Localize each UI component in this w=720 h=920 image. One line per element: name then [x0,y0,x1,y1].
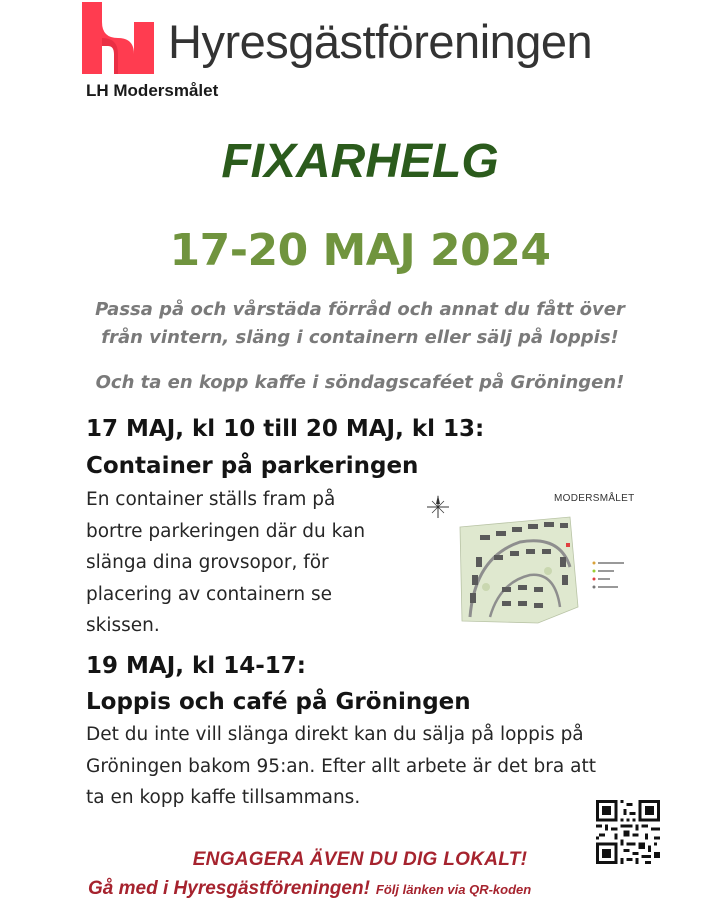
join-callout [88,878,531,900]
map-legend [593,562,625,589]
section2-heading: Loppis och café på Gröningen [86,689,471,715]
section1-body [86,484,365,642]
intro-paragraph [40,296,680,352]
container-placement-map [420,487,640,637]
site-plan [460,517,578,623]
body-line: Gröningen bakom 95:an. Efter allt arbete är det bra att [86,755,596,777]
body-line: bortre parkeringen där du kan [86,520,366,542]
section1-when: 17 MAJ, kl 10 till 20 MAJ, kl 13: [86,416,485,442]
engage-callout: ENGAGERA ÄVEN DU DIG LOKALT! [192,849,528,870]
branch-name: LH Modersmålet [86,81,219,100]
event-date: 17-20 MAJ 2024 [169,225,551,276]
body-line: skissen. [86,615,160,636]
qr-hint: Följ länken via QR-koden [375,882,532,897]
intro-line: Passa på och vårstäda förråd och annat du fått över [95,299,625,320]
map-label: MODERSMÅLET [554,493,635,504]
org-name: Hyresgästföreningen [168,15,593,68]
join-text: Gå med i Hyresgästföreningen! [88,878,370,899]
body-line: placering av containern se [86,583,332,605]
intro-line: från vintern, släng i containern eller sälj på loppis! [101,327,619,348]
section2-body [86,719,596,814]
compass-rose-icon [427,495,449,518]
body-line: ta en kopp kaffe tillsammans. [86,787,361,808]
body-line: Det du inte vill slänga direkt kan du sälja på loppis på [86,724,584,745]
intro-coffee-line: Och ta en kopp kaffe i söndagscaféet på Gröningen! [95,372,625,393]
body-line: En container ställs fram på [86,489,336,510]
page-title: FIXARHELG [221,135,499,188]
body-line: slänga dina grovsopor, för [86,552,329,573]
section1-heading: Container på parkeringen [86,453,419,479]
hyresgastforeningen-logo-icon [82,2,154,74]
section2-when: 19 MAJ, kl 14-17: [86,653,306,679]
